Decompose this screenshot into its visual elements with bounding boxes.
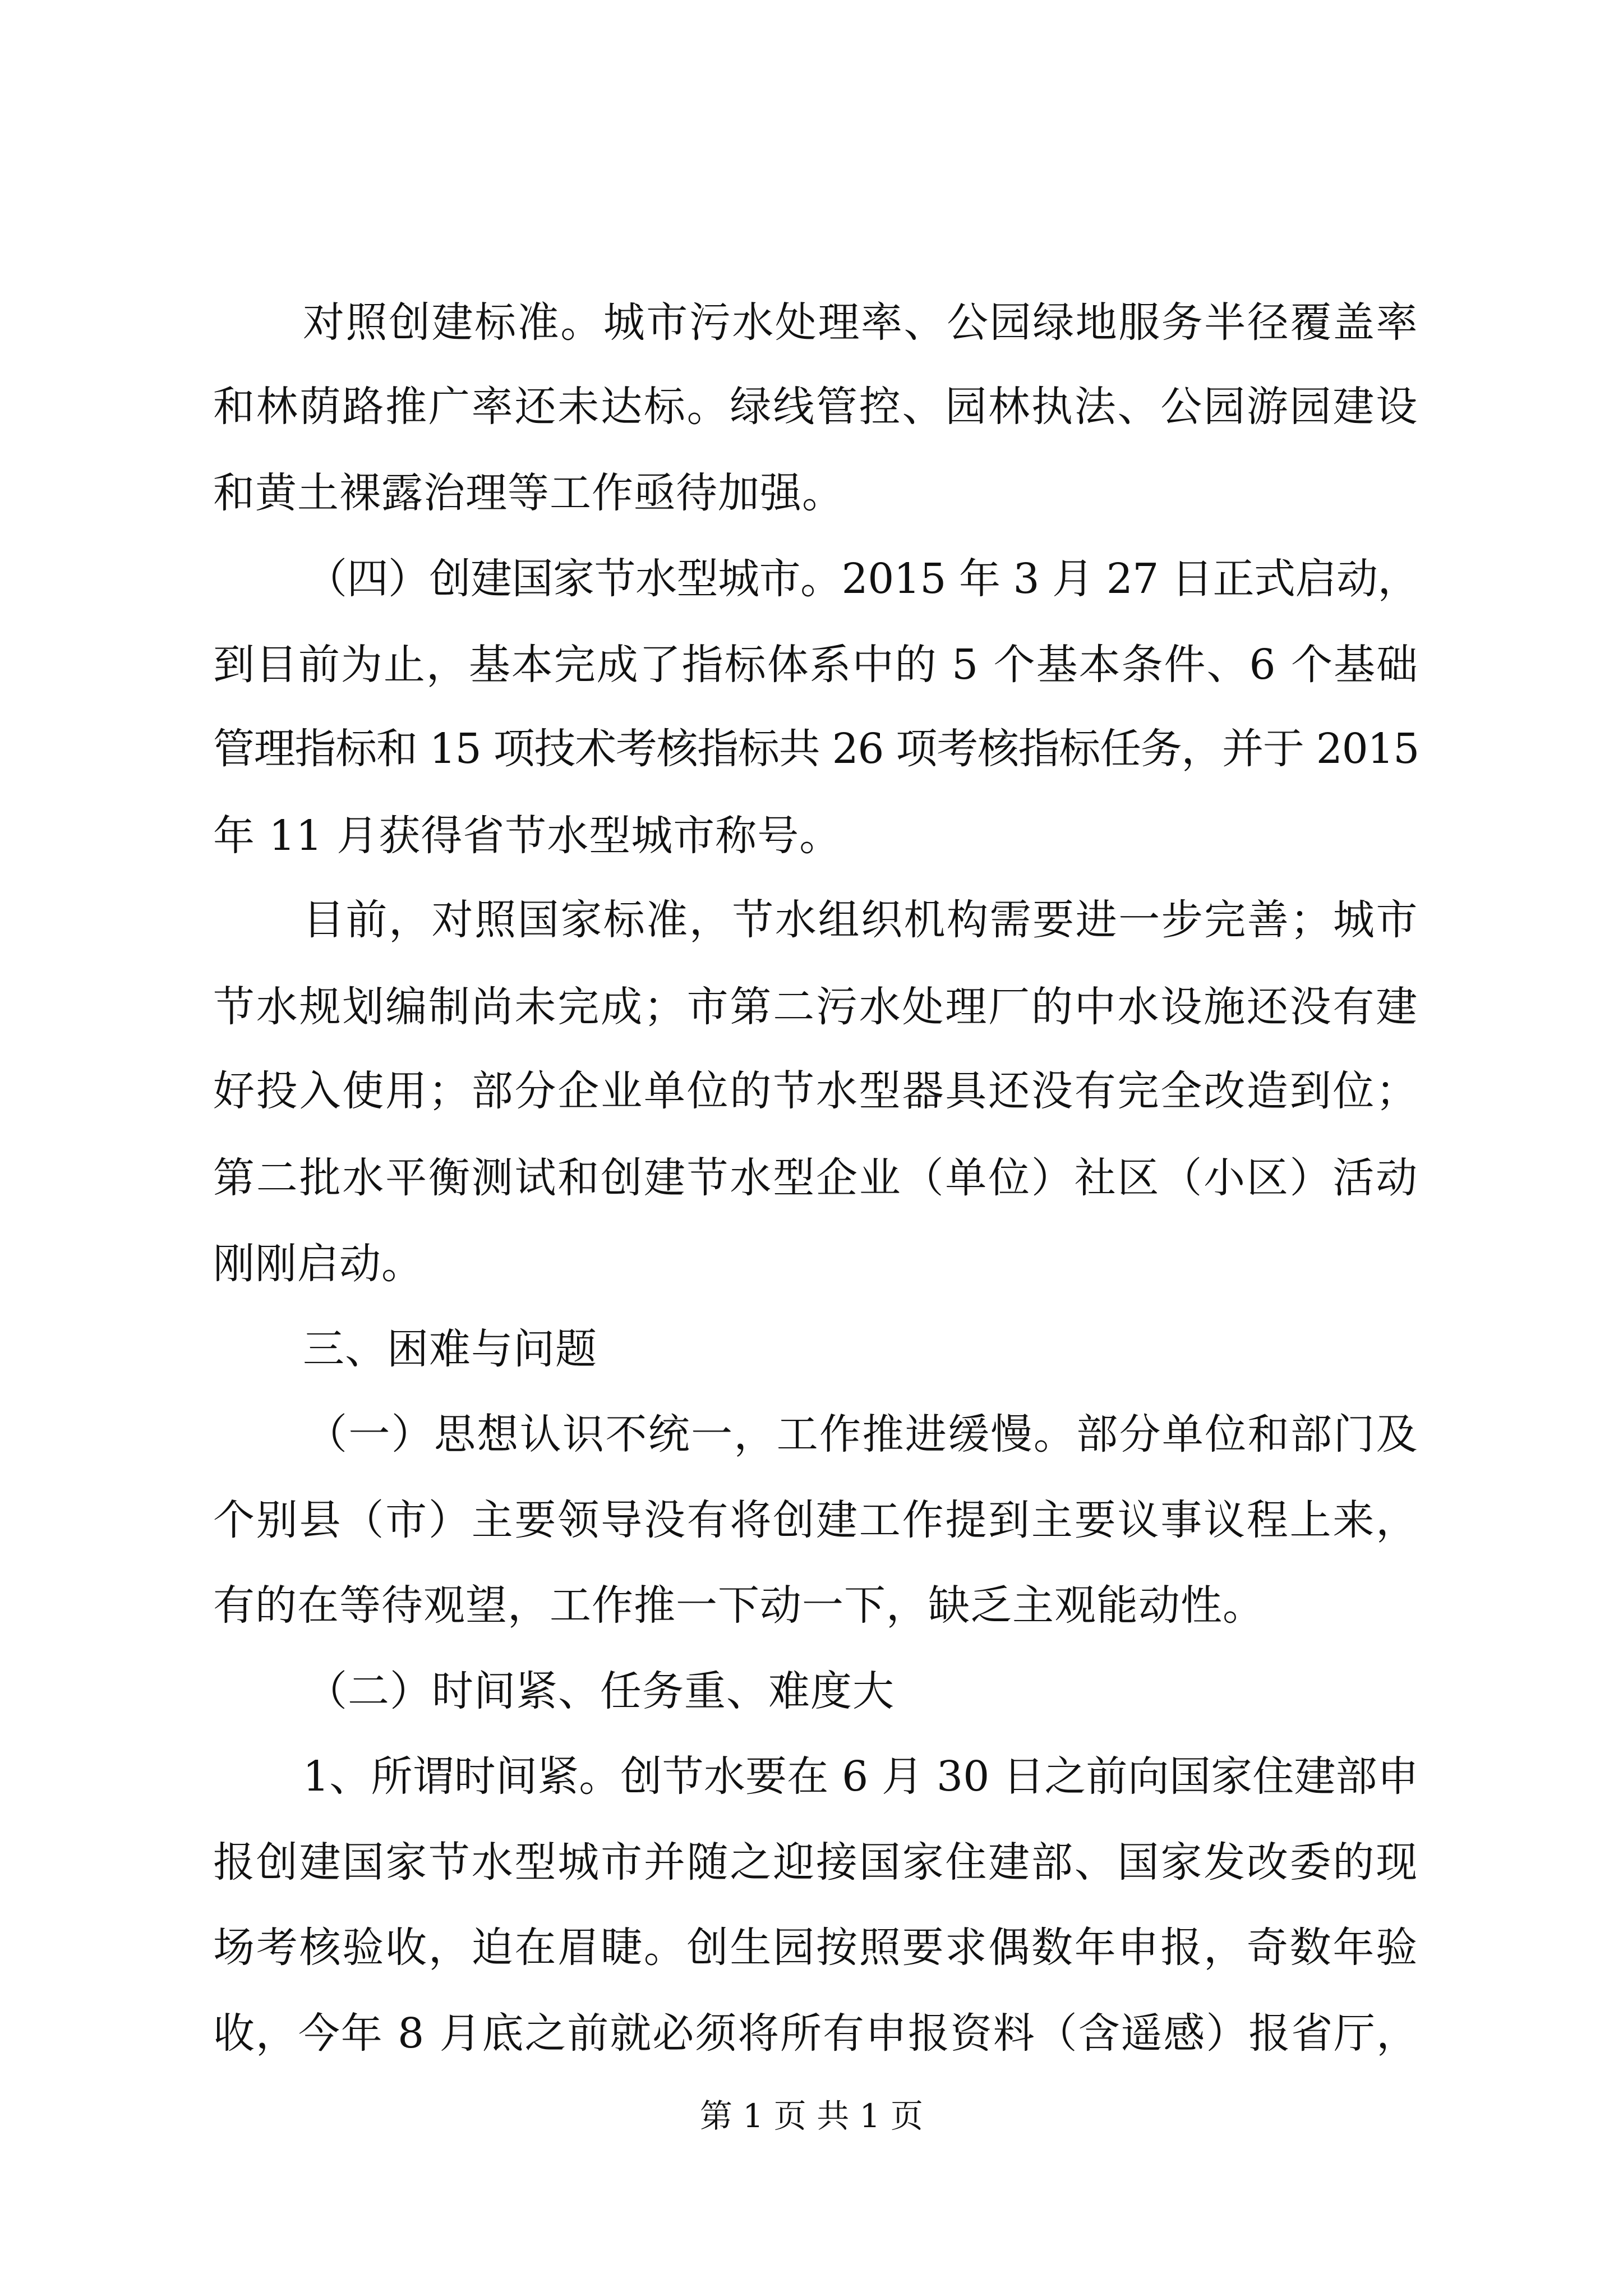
text-line: 到目前为止，基本完成了指标体系中的 5 个基本条件、6 个基础: [213, 641, 1419, 689]
text-line: （一）思想认识不统一，工作推进缓慢。部分单位和部门及: [306, 1410, 1419, 1458]
text-line: 年 11 月获得省节水型城市称号。: [213, 812, 842, 860]
text-line: 管理指标和 15 项技术考核指标共 26 项考核指标任务，并于 2015: [213, 725, 1419, 773]
page-footer: 第 1 页 共 1 页: [700, 2097, 923, 2135]
text-line: 和林荫路推广率还未达标。绿线管控、园林执法、公园游园建设: [213, 383, 1419, 431]
text-line: 收，今年 8 月底之前就必须将所有申报资料（含遥感）报省厅，: [213, 2009, 1419, 2058]
subsection-heading: （二）时间紧、任务重、难度大: [306, 1667, 895, 1715]
text-line: 好投入使用；部分企业单位的节水型器具还没有完全改造到位；: [213, 1067, 1419, 1115]
text-line: 个别县（市）主要领导没有将创建工作提到主要议事议程上来，: [213, 1496, 1419, 1544]
text-line: 刚刚启动。: [213, 1240, 423, 1288]
text-line: 对照创建标准。城市污水处理率、公园绿地服务半径覆盖率: [303, 298, 1419, 347]
text-line: 场考核验收，迫在眉睫。创生园按照要求偶数年申报，奇数年验: [213, 1924, 1419, 1972]
text-line: （四）创建国家节水型城市。2015 年 3 月 27 日正式启动，: [306, 555, 1419, 603]
section-heading: 三、困难与问题: [303, 1325, 597, 1373]
text-line: 1、所谓时间紧。创节水要在 6 月 30 日之前向国家住建部申: [303, 1752, 1419, 1801]
text-line: 报创建国家节水型城市并随之迎接国家住建部、国家发改委的现: [213, 1838, 1419, 1887]
text-line: 第二批水平衡测试和创建节水型企业（单位）社区（小区）活动: [213, 1154, 1419, 1202]
text-line: 和黄土裸露治理等工作亟待加强。: [213, 469, 844, 517]
text-line: 目前，对照国家标准，节水组织机构需要进一步完善；城市: [303, 896, 1419, 944]
text-line: 有的在等待观望，工作推一下动一下，缺乏主观能动性。: [213, 1581, 1265, 1630]
text-line: 节水规划编制尚未完成；市第二污水处理厂的中水设施还没有建: [213, 983, 1419, 1031]
